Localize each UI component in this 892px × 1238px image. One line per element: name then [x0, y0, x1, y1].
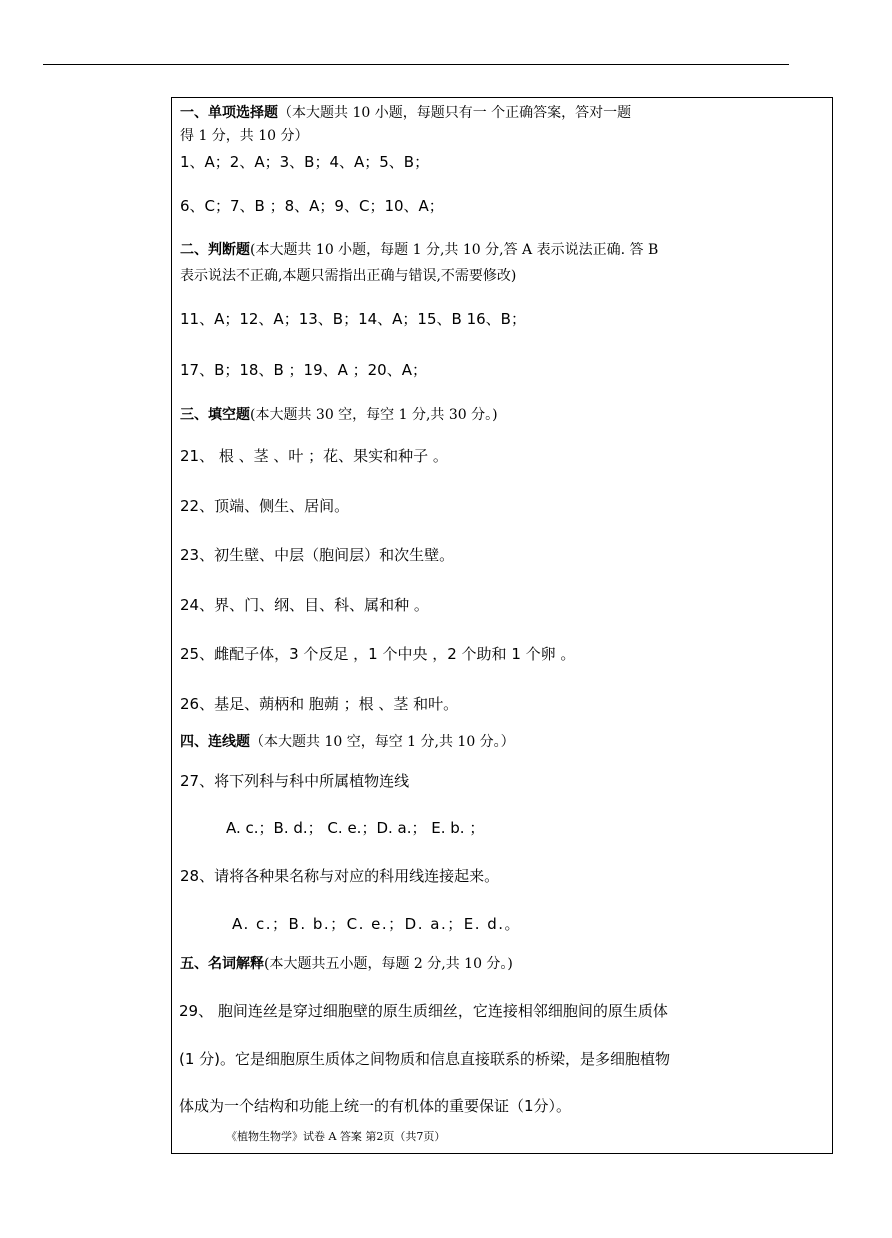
section5-desc: (本大题共五小题，每题 2 分,共 10 分。) — [264, 956, 513, 972]
section1-line-1 — [180, 103, 826, 123]
section5-heading: 五、名词解释 — [180, 956, 264, 972]
answer-24: 24、界、门、纲、目、科、属和种 。 — [180, 596, 429, 614]
answer-27: A. c.；B. d.； C. e.；D. a.； E. b. ； — [226, 819, 485, 837]
answer-28: A. c.；B. b.；C. e.；D. a.；E. d.。 — [232, 915, 522, 933]
section3-desc: (本大题共 30 空，每空 1 分,共 30 分。) — [250, 407, 498, 423]
section3-line-1 — [180, 405, 826, 425]
header-rule — [43, 64, 789, 65]
answer-22: 22、顶端、侧生、居间。 — [180, 497, 350, 515]
answer-25: 25、雌配子体，3 个反足 ，1 个中央 ，2 个助和 1 个卵 。 — [180, 645, 576, 663]
answer-29-line-3: 体成为一个结构和功能上统一的有机体的重要保证（1分）。 — [179, 1097, 572, 1115]
section2-answers-2: 17、B；18、B ；19、A ；20、A； — [180, 361, 427, 379]
answer-sheet — [171, 97, 833, 1154]
section1-answers-2: 6、C；7、B ；8、A；9、C；10、A； — [180, 197, 444, 215]
section2-desc-a: (本大题共 10 小题，每题 1 分,共 10 分,答 A 表示说法正确. 答 B — [250, 242, 659, 258]
answer-23: 23、初生壁、中层（胞间层）和次生壁。 — [180, 546, 455, 564]
section1-answers-1: 1、A；2、A；3、B；4、A；5、B； — [180, 153, 430, 171]
answer-29-line-1: 29、 胞间连丝是穿过细胞壁的原生质细丝，它连接相邻细胞间的原生质体 — [179, 1002, 668, 1020]
section1-desc-b: 得 1 分，共 10 分） — [180, 128, 309, 144]
section1-heading: 一、单项选择题 — [180, 105, 278, 121]
answer-29-line-2: (1 分)。它是细胞原生质体之间物质和信息直接联系的桥梁，是多细胞植物 — [179, 1050, 671, 1068]
page-footer-text: 《植物生物学》试卷 A 答案 第2页（共7页） — [226, 1130, 446, 1143]
section3-heading: 三、填空题 — [180, 407, 250, 423]
section1-desc-a: （本大题共 10 小题，每题只有一 个正确答案，答对一题 — [278, 105, 632, 121]
question-27: 27、将下列科与科中所属植物连线 — [180, 772, 410, 790]
section2-answers-1: 11、A；12、A；13、B；14、A；15、B 16、B； — [180, 310, 526, 328]
question-28: 28、请将各种果名称与对应的科用线连接起来。 — [180, 867, 500, 885]
answer-26: 26、基足、蒴柄和 胞蒴 ；根 、茎 和叶。 — [180, 695, 459, 713]
section4-line-1 — [180, 732, 826, 752]
section2-line-1 — [180, 240, 826, 260]
section2-heading: 二、判断题 — [180, 242, 250, 258]
section2-desc-b: 表示说法不正确,本题只需指出正确与错误,不需要修改) — [180, 268, 517, 284]
section4-heading: 四、连线题 — [180, 734, 250, 750]
section4-desc: （本大题共 10 空，每空 1 分,共 10 分。） — [250, 734, 515, 750]
section5-line-1 — [180, 954, 826, 974]
answer-21: 21、 根 、茎 、叶 ；花、果实和种子 。 — [180, 447, 448, 465]
